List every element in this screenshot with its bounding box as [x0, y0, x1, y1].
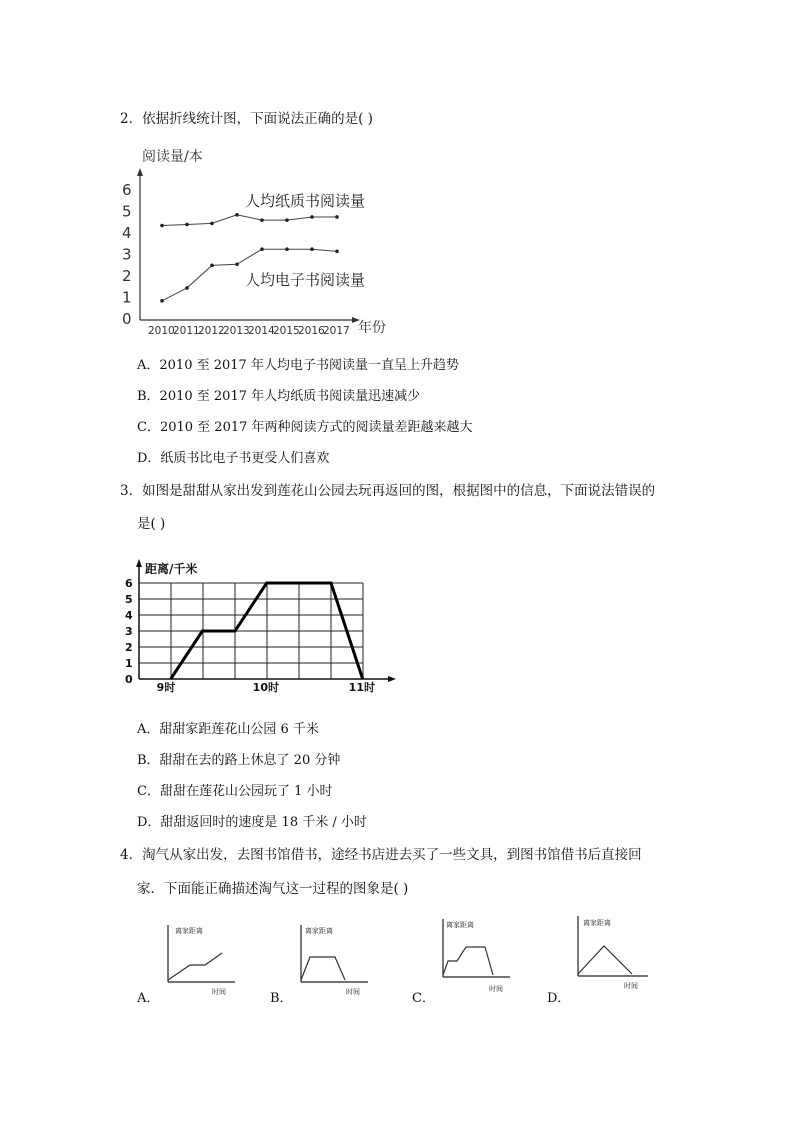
q3-ytick-label: 3: [125, 625, 133, 638]
q2-data-point: [235, 213, 239, 217]
q2-xtick-label: 2011: [173, 325, 200, 337]
q2-option-a[interactable]: A．2010 至 2017 年人均电子书阅读量一直呈上升趋势: [137, 358, 459, 373]
q3-option-c[interactable]: C．甜甜在莲花山公园玩了 1 小时: [137, 784, 333, 799]
q2-chart: [112, 140, 402, 345]
q2-data-point: [160, 224, 164, 228]
q4-choice-b-graph[interactable]: [293, 922, 373, 997]
q4-d-xlabel: 时间: [624, 982, 638, 990]
q4-c-ylabel: 离家距离: [446, 921, 474, 929]
q4-b-ylabel: 离家距离: [305, 927, 333, 935]
q2-ytick-label: 1: [122, 288, 132, 307]
q2-data-point: [285, 247, 289, 251]
q3-x-arrow: [388, 676, 396, 682]
q3-ytick-label: 5: [125, 593, 133, 606]
q2-option-d[interactable]: D．纸质书比电子书更受人们喜欢: [137, 451, 330, 466]
q2-xlabel: 年份: [358, 320, 386, 336]
q3-chart: [115, 556, 405, 698]
q2-ytick-label: 2: [122, 267, 132, 285]
q2-data-point: [260, 218, 264, 222]
q4-choice-d-graph[interactable]: [570, 910, 652, 992]
q2-data-point: [310, 247, 314, 251]
q3-y-arrow: [136, 559, 142, 567]
q3-xtick-label: 11时: [348, 681, 375, 694]
q3-ytick-label: 6: [125, 577, 133, 590]
q2-data-point: [335, 215, 339, 219]
q3-ytick-label: 1: [125, 657, 133, 670]
q4-choice-a-graph[interactable]: [160, 922, 240, 997]
q4-choice-b-letter[interactable]: B．: [270, 991, 293, 1006]
q3-ylabel: 距离/千米: [145, 562, 198, 576]
q2-xtick-label: 2014: [248, 325, 275, 337]
q2-data-point: [260, 247, 264, 251]
q4-d-ylabel: 离家距离: [583, 919, 611, 927]
q2-data-point: [285, 218, 289, 222]
q2-option-b[interactable]: B．2010 至 2017 年人均纸质书阅读量迅速减少: [137, 389, 421, 404]
q4-c-xlabel: 时间: [489, 985, 503, 993]
q2-xtick-label: 2015: [273, 325, 300, 337]
q2-xtick-label: 2012: [198, 325, 225, 337]
q2-stem: 2．依据折线统计图，下面说法正确的是( ): [120, 111, 373, 127]
q2-data-point: [310, 215, 314, 219]
q2-legend-paper: 人均纸质书阅读量: [245, 192, 366, 210]
q2-xtick-label: 2017: [323, 325, 350, 337]
q2-data-point: [185, 223, 189, 227]
q3-option-d[interactable]: D．甜甜返回时的速度是 18 千米 / 小时: [137, 815, 367, 830]
q4-stem-line2: 家．下面能正确描述淘气这一过程的图象是( ): [137, 881, 409, 897]
q3-option-b[interactable]: B．甜甜在去的路上休息了 20 分钟: [137, 753, 341, 768]
q3-stem-line1: 3．如图是甜甜从家出发到莲花山公园去玩再返回的图，根据图中的信息，下面说法错误的: [120, 483, 656, 499]
q2-data-point: [160, 299, 164, 303]
q4-a-ylabel: 离家距离: [175, 927, 203, 935]
q2-data-point: [335, 250, 339, 254]
q2-ytick-label: 0: [122, 310, 132, 328]
q2-xtick-label: 2016: [298, 325, 325, 337]
q3-xtick-label: 9时: [156, 681, 176, 694]
q4-b-line: [301, 957, 345, 980]
q2-data-point: [210, 264, 214, 268]
q4-b-xlabel: 时间: [346, 988, 360, 996]
q4-choice-d-letter[interactable]: D．: [547, 991, 571, 1006]
q4-a-xlabel: 时间: [212, 988, 226, 996]
q3-option-a[interactable]: A．甜甜家距莲花山公园 6 千米: [137, 722, 319, 737]
q2-data-point: [235, 262, 239, 266]
q4-d-line: [578, 946, 632, 974]
q2-ylabel: 阅读量/本: [142, 149, 203, 165]
q4-choice-c-letter[interactable]: C．: [412, 991, 435, 1006]
q3-stem-line2: 是( ): [137, 516, 166, 532]
q4-stem-line1: 4．淘气从家出发，去图书馆借书，途经书店进去买了一些文具，到图书馆借书后直接回: [120, 847, 642, 863]
q2-ytick-label: 3: [122, 245, 132, 264]
q3-ytick-label: 0: [125, 673, 133, 686]
q4-choice-c-graph[interactable]: [435, 915, 515, 995]
q3-ytick-label: 2: [125, 641, 133, 654]
q4-choice-a-letter[interactable]: A．: [137, 991, 160, 1006]
q4-a-line: [168, 953, 222, 980]
q2-data-point: [185, 286, 189, 290]
q2-ytick-label: 5: [122, 202, 132, 221]
q2-ytick-label: 6: [122, 181, 132, 199]
q3-xtick-label: 10时: [252, 681, 279, 694]
q2-ytick-label: 4: [122, 224, 132, 242]
q3-ytick-label: 4: [125, 609, 133, 622]
q2-option-c[interactable]: C．2010 至 2017 年两种阅读方式的阅读量差距越来越大: [137, 420, 473, 435]
q2-y-arrow: [137, 168, 143, 176]
q4-c-line: [443, 947, 493, 975]
q2-xtick-label: 2010: [148, 325, 175, 337]
q2-xtick-label: 2013: [223, 325, 250, 337]
q2-legend-ebook: 人均电子书阅读量: [245, 271, 366, 289]
q2-data-point: [210, 222, 214, 226]
